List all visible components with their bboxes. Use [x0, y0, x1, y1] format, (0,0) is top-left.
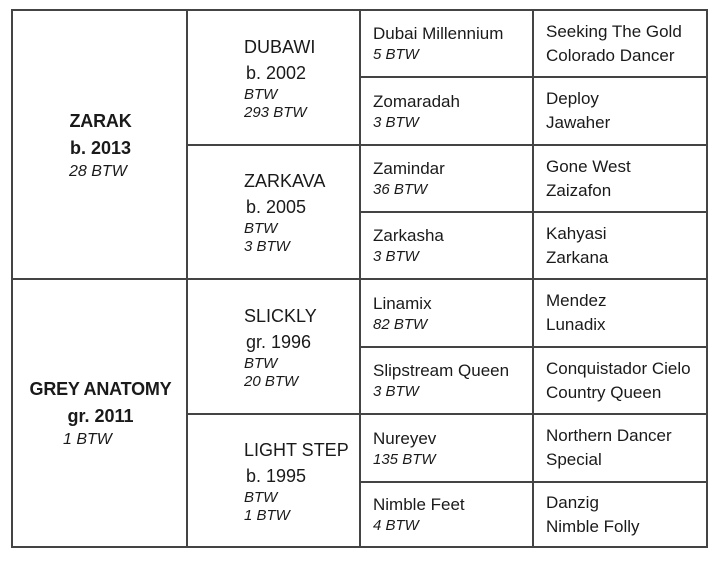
horse-name: Jawaher: [546, 113, 611, 132]
horse-birth: gr. 2011: [67, 406, 134, 426]
horse-stat: 5 BTW: [373, 46, 419, 63]
horse-stat: 3 BTW: [373, 248, 419, 265]
horse-stat: BTW: [244, 85, 278, 103]
horse-name: Conquistador Cielo: [546, 358, 691, 378]
horse-stat: 82 BTW: [373, 315, 428, 333]
horse-birth: b. 2005: [246, 197, 307, 217]
horse-stat: BTW: [244, 354, 278, 372]
horse-name: Gone West: [546, 156, 631, 176]
ancestor-pair-cell: [534, 280, 710, 346]
subject-dam-cell: [13, 280, 188, 546]
horse-name: LIGHT STEP: [244, 439, 349, 460]
horse-name: Slipstream Queen: [373, 361, 510, 380]
horse-name: SLICKLY: [244, 305, 317, 326]
great-grandparent-cell: [361, 483, 534, 546]
horse-name: Seeking The Gold: [546, 21, 682, 41]
horse-stat: 36 BTW: [373, 181, 428, 198]
horse-name: DUBAWI: [244, 36, 316, 57]
horse-stat: 20 BTW: [244, 372, 299, 390]
horse-birth: gr. 1996: [246, 331, 312, 352]
horse-stat: 3 BTW: [244, 238, 290, 255]
horse-name: Mendez: [546, 291, 607, 310]
horse-birth: b. 2013: [69, 137, 132, 158]
great-grandparent-cell: [361, 11, 534, 76]
horse-name: Zomaradah: [373, 91, 460, 111]
ancestor-pair-cell: [534, 11, 710, 76]
grandsire-cell: [188, 11, 361, 144]
horse-name: Danzig: [546, 492, 599, 512]
horse-stat: 135 BTW: [373, 450, 436, 468]
horse-name: Colorado Dancer: [546, 45, 675, 65]
horse-stat: 1 BTW: [63, 431, 112, 448]
horse-name: Special: [546, 450, 602, 469]
subject-sire-cell: [13, 11, 188, 278]
horse-stat: 3 BTW: [373, 113, 419, 131]
horse-name: Zarkana: [546, 247, 609, 267]
horse-name: Northern Dancer: [546, 426, 672, 445]
horse-birth: b. 2002: [246, 62, 307, 83]
great-grandparent-cell: [361, 348, 534, 413]
horse-name: Nureyev: [373, 428, 437, 448]
horse-name: Zarkasha: [373, 226, 444, 245]
ancestor-pair-cell: [534, 483, 710, 546]
horse-name: Dubai Millennium: [373, 24, 504, 43]
great-grandparent-cell: [361, 280, 534, 346]
horse-name: Country Queen: [546, 382, 662, 402]
horse-name: ZARAK: [69, 110, 132, 131]
horse-stat: 293 BTW: [244, 103, 307, 121]
horse-name: Nimble Folly: [546, 516, 640, 536]
horse-stat: 28 BTW: [69, 162, 127, 180]
horse-name: Linamix: [373, 293, 432, 313]
horse-name: Zamindar: [373, 159, 445, 178]
great-grandparent-cell: [361, 146, 534, 211]
horse-stat: 4 BTW: [373, 517, 419, 534]
horse-birth: b. 1995: [246, 465, 307, 486]
horse-stat: BTW: [244, 220, 278, 237]
ancestor-pair-cell: [534, 146, 710, 211]
horse-name: GREY ANATOMY: [29, 379, 172, 399]
horse-name: Kahyasi: [546, 223, 607, 243]
horse-stat: BTW: [244, 488, 278, 506]
great-grandparent-cell: [361, 78, 534, 144]
horse-name: Zaizafon: [546, 180, 612, 200]
horse-name: Lunadix: [546, 315, 606, 334]
granddam-cell: [188, 146, 361, 278]
grandsire-cell: [188, 280, 361, 413]
ancestor-pair-cell: [534, 213, 710, 278]
ancestor-pair-cell: [534, 348, 710, 413]
horse-name: Deploy: [546, 89, 599, 108]
pedigree-table: [11, 9, 708, 548]
great-grandparent-cell: [361, 415, 534, 481]
horse-name: ZARKAVA: [244, 171, 326, 191]
horse-stat: 3 BTW: [373, 383, 419, 400]
horse-name: Nimble Feet: [373, 495, 465, 514]
granddam-cell: [188, 415, 361, 546]
great-grandparent-cell: [361, 213, 534, 278]
horse-stat: 1 BTW: [244, 506, 290, 524]
ancestor-pair-cell: [534, 415, 710, 481]
ancestor-pair-cell: [534, 78, 710, 144]
